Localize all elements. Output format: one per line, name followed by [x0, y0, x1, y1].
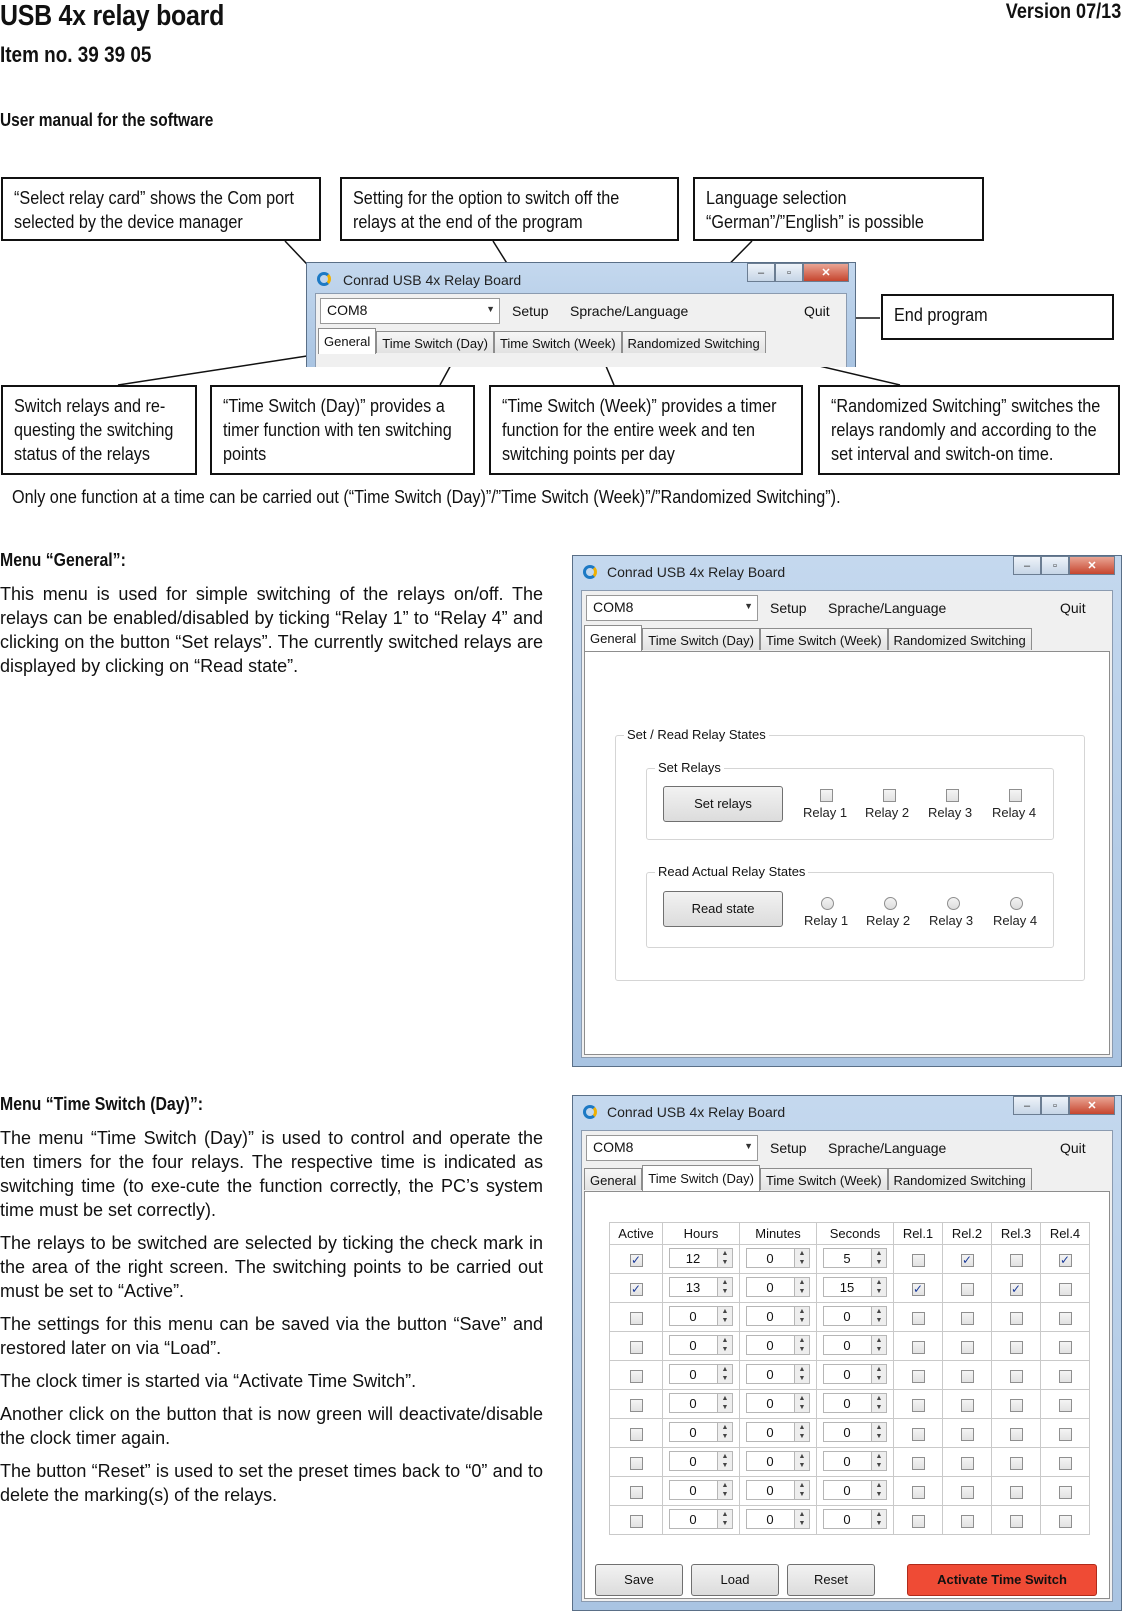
rel-2-checkbox[interactable]	[961, 1312, 974, 1325]
read-relay-3-label: Relay 3	[929, 913, 974, 928]
minutes-input[interactable]: 0 ▲ ▼	[746, 1451, 810, 1471]
col-rel-1: Rel.1	[894, 1223, 943, 1245]
seconds-input[interactable]: 0 ▲ ▼	[823, 1335, 887, 1355]
callout-setup: Setting for the option to switch off the relays at the end of the program	[340, 177, 679, 241]
spinner-arrows-icon[interactable]: ▲ ▼	[717, 1481, 732, 1499]
read-relay-2-indicator	[884, 897, 897, 910]
conrad-logo-icon	[583, 565, 597, 579]
com-port-select[interactable]: COM8 ▼	[320, 298, 500, 324]
hours-input[interactable]: 12 ▲ ▼	[669, 1248, 733, 1268]
active-checkbox[interactable]	[630, 1399, 643, 1412]
spinner-arrows-icon[interactable]: ▲ ▼	[794, 1249, 809, 1267]
conrad-logo-icon	[317, 272, 331, 286]
hours-input[interactable]: 0 ▲ ▼	[669, 1480, 733, 1500]
window-title: Conrad USB 4x Relay Board	[343, 272, 522, 288]
chevron-down-icon: ▼	[744, 1141, 753, 1151]
minutes-input[interactable]: 0 ▲ ▼	[746, 1335, 810, 1355]
spinner-arrows-icon[interactable]: ▲ ▼	[717, 1365, 732, 1383]
active-checkbox[interactable]	[630, 1370, 643, 1383]
spinner-arrows-icon[interactable]: ▲ ▼	[794, 1278, 809, 1296]
document-version: Version 07/13	[1005, 0, 1121, 23]
minutes-input[interactable]: 0 ▲ ▼	[746, 1277, 810, 1297]
rel-3-checkbox[interactable]	[1010, 1341, 1023, 1354]
active-checkbox[interactable]	[630, 1457, 643, 1470]
com-port-select[interactable]: COM8 ▼	[586, 595, 758, 621]
active-checkbox[interactable]: ✓	[630, 1281, 642, 1296]
day-paragraph: The clock timer is started via “Activate Time Switch”.	[0, 1371, 417, 1391]
table-row	[610, 1477, 1090, 1506]
callout-language: Language selection “German”/”English” is possible	[693, 177, 984, 241]
section-general-heading: Menu “General”:	[0, 550, 126, 570]
conrad-logo-icon	[583, 1105, 597, 1119]
spinner-arrows-icon[interactable]: ▲ ▼	[794, 1365, 809, 1383]
hours-input[interactable]: 13 ▲ ▼	[669, 1277, 733, 1297]
tab-randomized-switching[interactable]: Randomized Switching	[888, 1168, 1032, 1190]
rel-4-checkbox[interactable]	[1059, 1515, 1072, 1528]
spinner-arrows-icon[interactable]: ▲ ▼	[794, 1336, 809, 1354]
seconds-input[interactable]: 0 ▲ ▼	[823, 1480, 887, 1500]
maximize-icon[interactable]: ▫	[1041, 1096, 1069, 1115]
window-title: Conrad USB 4x Relay Board	[607, 1104, 786, 1120]
set-relay-1-checkbox[interactable]	[820, 789, 833, 802]
tab-time-switch-week[interactable]: Time Switch (Week)	[760, 628, 888, 650]
spinner-arrows-icon[interactable]: ▲ ▼	[794, 1452, 809, 1470]
seconds-input[interactable]: 0 ▲ ▼	[823, 1509, 887, 1529]
set-relay-1-label: Relay 1	[803, 805, 848, 820]
active-checkbox[interactable]	[630, 1428, 643, 1441]
col-seconds: Seconds	[817, 1223, 894, 1245]
tab-time-switch-week[interactable]: Time Switch (Week)	[760, 1168, 888, 1190]
spinner-arrows-icon[interactable]: ▲ ▼	[871, 1452, 886, 1470]
rel-1-checkbox[interactable]	[912, 1399, 925, 1412]
active-checkbox[interactable]	[630, 1515, 643, 1528]
callout-end-program: End program	[881, 294, 1114, 340]
table-row	[610, 1361, 1090, 1390]
rel-3-checkbox[interactable]: ✓	[1010, 1281, 1022, 1296]
menu-quit[interactable]: Quit	[1060, 1140, 1086, 1156]
read-state-button[interactable]: Read state	[663, 891, 783, 927]
col-rel-4: Rel.4	[1041, 1223, 1090, 1245]
minutes-input[interactable]: 0 ▲ ▼	[746, 1480, 810, 1500]
rel-2-checkbox[interactable]	[961, 1428, 974, 1441]
maximize-icon[interactable]: ▫	[1041, 556, 1069, 575]
rel-3-checkbox[interactable]	[1010, 1370, 1023, 1383]
active-checkbox[interactable]	[630, 1312, 643, 1325]
minimize-icon[interactable]: –	[747, 263, 775, 282]
spinner-arrows-icon[interactable]: ▲ ▼	[794, 1394, 809, 1412]
spinner-arrows-icon[interactable]: ▲ ▼	[794, 1307, 809, 1325]
rel-3-checkbox[interactable]	[1010, 1428, 1023, 1441]
spinner-arrows-icon[interactable]: ▲ ▼	[794, 1481, 809, 1499]
tab-general[interactable]: General	[318, 328, 376, 354]
set-relay-2-checkbox[interactable]	[883, 789, 896, 802]
rel-4-checkbox[interactable]	[1059, 1457, 1072, 1470]
rel-4-checkbox[interactable]	[1059, 1370, 1072, 1383]
hours-input[interactable]: 0 ▲ ▼	[669, 1451, 733, 1471]
read-relay-3-indicator	[947, 897, 960, 910]
tab-time-switch-week[interactable]: Time Switch (Week)	[494, 331, 622, 353]
spinner-arrows-icon[interactable]: ▲ ▼	[871, 1307, 886, 1325]
rel-4-checkbox[interactable]	[1059, 1428, 1072, 1441]
rel-3-checkbox[interactable]	[1010, 1312, 1023, 1325]
com-port-select[interactable]: COM8 ▼	[586, 1135, 758, 1161]
maximize-icon[interactable]: ▫	[775, 263, 803, 282]
set-relay-4-label: Relay 4	[992, 805, 1037, 820]
rel-1-checkbox[interactable]	[912, 1254, 925, 1267]
chevron-down-icon: ▼	[744, 601, 753, 611]
rel-1-checkbox[interactable]: ✓	[912, 1281, 924, 1296]
rel-2-checkbox[interactable]: ✓	[961, 1252, 973, 1267]
hours-input[interactable]: 0 ▲ ▼	[669, 1509, 733, 1529]
set-read-group	[615, 727, 1085, 981]
day-paragraph: The settings for this menu can be saved via the button “Save” and restored later on via “Load”.	[0, 1314, 543, 1358]
document-title: USB 4x relay board	[0, 0, 225, 32]
tab-general[interactable]: General	[584, 625, 642, 651]
tab-time-switch-day[interactable]: Time Switch (Day)	[376, 331, 494, 353]
minutes-input[interactable]: 0 ▲ ▼	[746, 1509, 810, 1529]
active-checkbox[interactable]	[630, 1486, 643, 1499]
close-icon[interactable]: ✕	[1069, 556, 1115, 575]
day-paragraph: The button “Reset” is used to set the preset times back to “0” and to delete the marking(s) of the relays.	[0, 1461, 543, 1505]
hours-input[interactable]: 0 ▲ ▼	[669, 1364, 733, 1384]
reset-button[interactable]: Reset	[787, 1564, 875, 1596]
tab-time-switch-day[interactable]: Time Switch (Day)	[642, 1165, 760, 1191]
rel-4-checkbox[interactable]	[1059, 1399, 1072, 1412]
rel-4-checkbox[interactable]	[1059, 1312, 1072, 1325]
menu-setup[interactable]: Setup	[770, 1140, 807, 1156]
rel-1-checkbox[interactable]	[912, 1341, 925, 1354]
activate-time-switch-button[interactable]: Activate Time Switch	[907, 1564, 1097, 1596]
read-relay-4-indicator	[1010, 897, 1023, 910]
spinner-arrows-icon[interactable]: ▲ ▼	[794, 1510, 809, 1528]
read-relay-4-label: Relay 4	[993, 913, 1038, 928]
active-checkbox[interactable]	[630, 1341, 643, 1354]
seconds-input[interactable]: 15 ▲ ▼	[823, 1277, 887, 1297]
window-title: Conrad USB 4x Relay Board	[607, 564, 786, 580]
general-panel	[584, 651, 1110, 1055]
rel-2-checkbox[interactable]	[961, 1399, 974, 1412]
spinner-arrows-icon[interactable]: ▲ ▼	[871, 1394, 886, 1412]
active-checkbox[interactable]: ✓	[630, 1252, 642, 1267]
rel-1-checkbox[interactable]	[912, 1428, 925, 1441]
set-relays-group-label: Set Relays	[655, 760, 724, 775]
set-read-group-label: Set / Read Relay States	[624, 727, 769, 742]
spinner-arrows-icon[interactable]: ▲ ▼	[794, 1423, 809, 1441]
read-state-group-label: Read Actual Relay States	[655, 864, 808, 879]
set-relay-2-label: Relay 2	[865, 805, 910, 820]
tab-general[interactable]: General	[584, 1168, 642, 1190]
spinner-arrows-icon[interactable]: ▲ ▼	[871, 1510, 886, 1528]
rel-2-checkbox[interactable]	[961, 1370, 974, 1383]
menu-quit[interactable]: Quit	[804, 303, 830, 319]
callout-select-card: “Select relay card” shows the Com port selected by the device manager	[1, 177, 321, 241]
section-day-heading: Menu “Time Switch (Day)”:	[0, 1094, 204, 1114]
menu-quit[interactable]: Quit	[1060, 600, 1086, 616]
spinner-arrows-icon[interactable]: ▲ ▼	[871, 1481, 886, 1499]
read-state-group	[646, 864, 1054, 948]
rel-3-checkbox[interactable]	[1010, 1457, 1023, 1470]
menu-language[interactable]: Sprache/Language	[570, 303, 689, 319]
menu-setup[interactable]: Setup	[512, 303, 549, 319]
section-day-text	[0, 1126, 543, 1516]
set-relays-group	[646, 760, 1054, 840]
col-active: Active	[610, 1223, 663, 1245]
item-number: Item no. 39 39 05	[0, 42, 152, 67]
menu-language[interactable]: Sprache/Language	[828, 1140, 947, 1156]
table-row	[610, 1448, 1090, 1477]
rel-2-checkbox[interactable]	[961, 1457, 974, 1470]
rel-1-checkbox[interactable]	[912, 1370, 925, 1383]
table-row	[610, 1506, 1090, 1535]
minutes-input[interactable]: 0 ▲ ▼	[746, 1248, 810, 1268]
chevron-down-icon: ▼	[486, 304, 495, 314]
app-window-preview	[306, 262, 856, 367]
seconds-input[interactable]: 0 ▲ ▼	[823, 1306, 887, 1326]
tab-time-switch-day[interactable]: Time Switch (Day)	[642, 628, 760, 650]
seconds-input[interactable]: 5 ▲ ▼	[823, 1248, 887, 1268]
day-paragraph: Another click on the button that is now green will deactivate/disable the clock timer again.	[0, 1404, 543, 1448]
time-switch-day-panel	[584, 1191, 1110, 1599]
callout-time-switch-week: “Time Switch (Week)” provides a timer function for the entire week and ten switching points per day	[489, 385, 803, 475]
col-minutes: Minutes	[740, 1223, 817, 1245]
table-row	[610, 1303, 1090, 1332]
spinner-arrows-icon[interactable]: ▲ ▼	[717, 1278, 732, 1296]
rel-3-checkbox[interactable]	[1010, 1399, 1023, 1412]
rel-1-checkbox[interactable]	[912, 1486, 925, 1499]
spinner-arrows-icon[interactable]: ▲ ▼	[871, 1278, 886, 1296]
minimize-icon[interactable]: –	[1013, 1096, 1041, 1115]
app-window-general	[572, 555, 1122, 1067]
save-button[interactable]: Save	[595, 1564, 683, 1596]
table-row	[610, 1245, 1090, 1274]
document-subtitle: User manual for the software	[0, 110, 214, 130]
spinner-arrows-icon[interactable]: ▲ ▼	[871, 1423, 886, 1441]
hours-input[interactable]: 0 ▲ ▼	[669, 1335, 733, 1355]
spinner-arrows-icon[interactable]: ▲ ▼	[717, 1510, 732, 1528]
hours-input[interactable]: 0 ▲ ▼	[669, 1306, 733, 1326]
rel-3-checkbox[interactable]	[1010, 1254, 1023, 1267]
minimize-icon[interactable]: –	[1013, 556, 1041, 575]
rel-1-checkbox[interactable]	[912, 1515, 925, 1528]
rel-4-checkbox[interactable]: ✓	[1059, 1252, 1071, 1267]
menu-setup[interactable]: Setup	[770, 600, 807, 616]
rel-4-checkbox[interactable]	[1059, 1486, 1072, 1499]
rel-4-checkbox[interactable]	[1059, 1341, 1072, 1354]
read-relay-2-label: Relay 2	[866, 913, 911, 928]
seconds-input[interactable]: 0 ▲ ▼	[823, 1364, 887, 1384]
table-row	[610, 1419, 1090, 1448]
close-icon[interactable]: ✕	[803, 263, 849, 282]
time-switch-table	[609, 1222, 1090, 1535]
day-paragraph: The menu “Time Switch (Day)” is used to control and operate the ten timers for the four relays. The respective time is indicated as switching time (to exe-cute the function correctly, the PC’s system time must be set correctly).	[0, 1128, 543, 1220]
col-hours: Hours	[663, 1223, 740, 1245]
table-row	[610, 1332, 1090, 1361]
rel-3-checkbox[interactable]	[1010, 1515, 1023, 1528]
read-relay-1-label: Relay 1	[804, 913, 849, 928]
spinner-arrows-icon[interactable]: ▲ ▼	[717, 1423, 732, 1441]
callout-general: Switch relays and re-questing the switching status of the relays	[1, 385, 197, 475]
section-general-text: This menu is used for simple switching of the relays on/off. The relays can be enabled/disabled by ticking “Relay 1” to “Relay 4” and clicking on the button “Set relays”. The currently switched relays are displayed by clicking on “Read state”.	[0, 584, 543, 676]
load-button[interactable]: Load	[691, 1564, 779, 1596]
menu-language[interactable]: Sprache/Language	[828, 600, 947, 616]
spinner-arrows-icon[interactable]: ▲ ▼	[717, 1336, 732, 1354]
close-icon[interactable]: ✕	[1069, 1096, 1115, 1115]
seconds-input[interactable]: 0 ▲ ▼	[823, 1422, 887, 1442]
app-window-time-switch-day	[572, 1095, 1122, 1611]
rel-1-checkbox[interactable]	[912, 1457, 925, 1470]
hours-input[interactable]: 0 ▲ ▼	[669, 1393, 733, 1413]
rel-4-checkbox[interactable]	[1059, 1283, 1072, 1296]
minutes-input[interactable]: 0 ▲ ▼	[746, 1422, 810, 1442]
day-paragraph: The relays to be switched are selected by ticking the check mark in the area of the right screen. The switching points to be carried out must be set to “Active”.	[0, 1233, 543, 1301]
hours-input[interactable]: 0 ▲ ▼	[669, 1422, 733, 1442]
callout-time-switch-day: “Time Switch (Day)” provides a timer function with ten switching points	[210, 385, 475, 475]
rel-2-checkbox[interactable]	[961, 1341, 974, 1354]
set-relay-3-label: Relay 3	[928, 805, 973, 820]
minutes-input[interactable]: 0 ▲ ▼	[746, 1393, 810, 1413]
spinner-arrows-icon[interactable]: ▲ ▼	[871, 1365, 886, 1383]
seconds-input[interactable]: 0 ▲ ▼	[823, 1451, 887, 1471]
set-relay-3-checkbox[interactable]	[946, 789, 959, 802]
spinner-arrows-icon[interactable]: ▲ ▼	[717, 1394, 732, 1412]
rel-2-checkbox[interactable]	[961, 1486, 974, 1499]
rel-2-checkbox[interactable]	[961, 1283, 974, 1296]
spinner-arrows-icon[interactable]: ▲ ▼	[871, 1336, 886, 1354]
table-row	[610, 1390, 1090, 1419]
single-function-note: Only one function at a time can be carried out (“Time Switch (Day)”/”Time Switch (Week)”/”Randomized Switching”).	[12, 487, 841, 507]
table-row	[610, 1274, 1090, 1303]
set-relay-4-checkbox[interactable]	[1009, 789, 1022, 802]
spinner-arrows-icon[interactable]: ▲ ▼	[717, 1307, 732, 1325]
minutes-input[interactable]: 0 ▲ ▼	[746, 1364, 810, 1384]
spinner-arrows-icon[interactable]: ▲ ▼	[717, 1452, 732, 1470]
col-rel-3: Rel.3	[992, 1223, 1041, 1245]
read-relay-1-indicator	[821, 897, 834, 910]
tab-randomized-switching[interactable]: Randomized Switching	[622, 331, 766, 353]
col-rel-2: Rel.2	[943, 1223, 992, 1245]
rel-3-checkbox[interactable]	[1010, 1486, 1023, 1499]
spinner-arrows-icon[interactable]: ▲ ▼	[871, 1249, 886, 1267]
rel-2-checkbox[interactable]	[961, 1515, 974, 1528]
tab-randomized-switching[interactable]: Randomized Switching	[888, 628, 1032, 650]
set-relays-button[interactable]: Set relays	[663, 786, 783, 822]
seconds-input[interactable]: 0 ▲ ▼	[823, 1393, 887, 1413]
spinner-arrows-icon[interactable]: ▲ ▼	[717, 1249, 732, 1267]
callout-randomized-switching: “Randomized Switching” switches the relays randomly and according to the set interval and switch-on time.	[818, 385, 1120, 475]
minutes-input[interactable]: 0 ▲ ▼	[746, 1306, 810, 1326]
rel-1-checkbox[interactable]	[912, 1312, 925, 1325]
